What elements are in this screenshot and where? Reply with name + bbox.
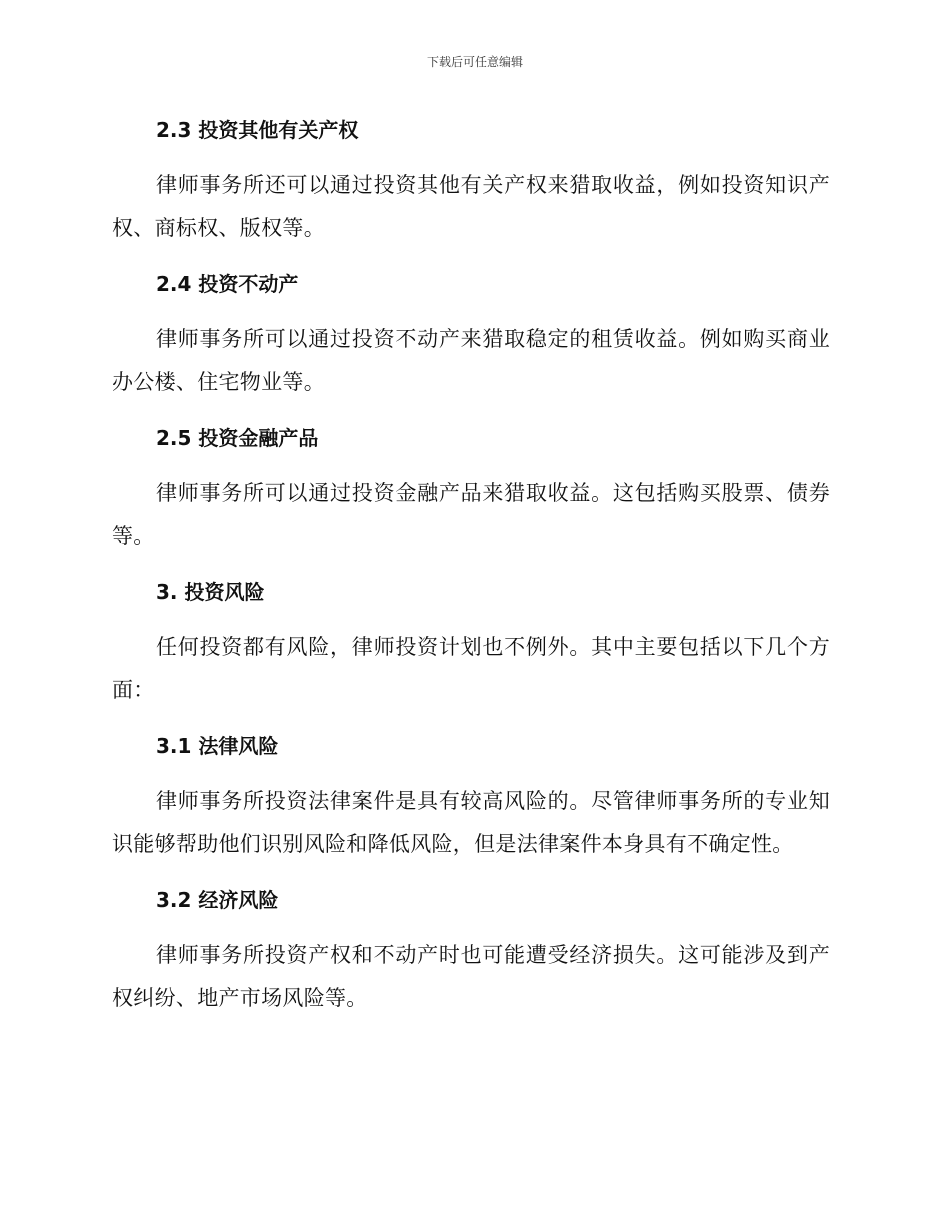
section-paragraph: 律师事务所投资法律案件是具有较高风险的。尽管律师事务所的专业知识能够帮助他们识别风险和降低风险，但是法律案件本身具有不确定性。	[112, 789, 830, 856]
section-2-4	[112, 264, 830, 418]
section-paragraph: 律师事务所还可以通过投资其他有关产权来猎取收益，例如投资知识产权、商标权、版权等。	[112, 173, 830, 240]
section-3	[112, 572, 830, 726]
section-heading: 3.2 经济风险	[156, 888, 279, 912]
section-2-3	[112, 110, 830, 264]
section-paragraph: 任何投资都有风险，律师投资计划也不例外。其中主要包括以下几个方面：	[112, 635, 830, 702]
section-paragraph: 律师事务所可以通过投资金融产品来猎取收益。这包括购买股票、债券等。	[112, 481, 830, 548]
document-body	[112, 110, 830, 1020]
section-heading: 2.5 投资金融产品	[156, 426, 319, 450]
page-header: 下载后可任意编辑	[426, 55, 523, 69]
section-3-2	[112, 880, 830, 1020]
section-heading: 3. 投资风险	[156, 580, 265, 604]
section-heading: 2.4 投资不动产	[156, 272, 299, 296]
section-paragraph: 律师事务所可以通过投资不动产来猎取稳定的租赁收益。例如购买商业办公楼、住宅物业等。	[112, 327, 830, 394]
section-heading: 2.3 投资其他有关产权	[156, 118, 359, 142]
section-3-1	[112, 726, 830, 880]
section-2-5	[112, 418, 830, 572]
section-heading: 3.1 法律风险	[156, 734, 279, 758]
section-paragraph: 律师事务所投资产权和不动产时也可能遭受经济损失。这可能涉及到产权纠纷、地产市场风险等。	[112, 943, 830, 1010]
